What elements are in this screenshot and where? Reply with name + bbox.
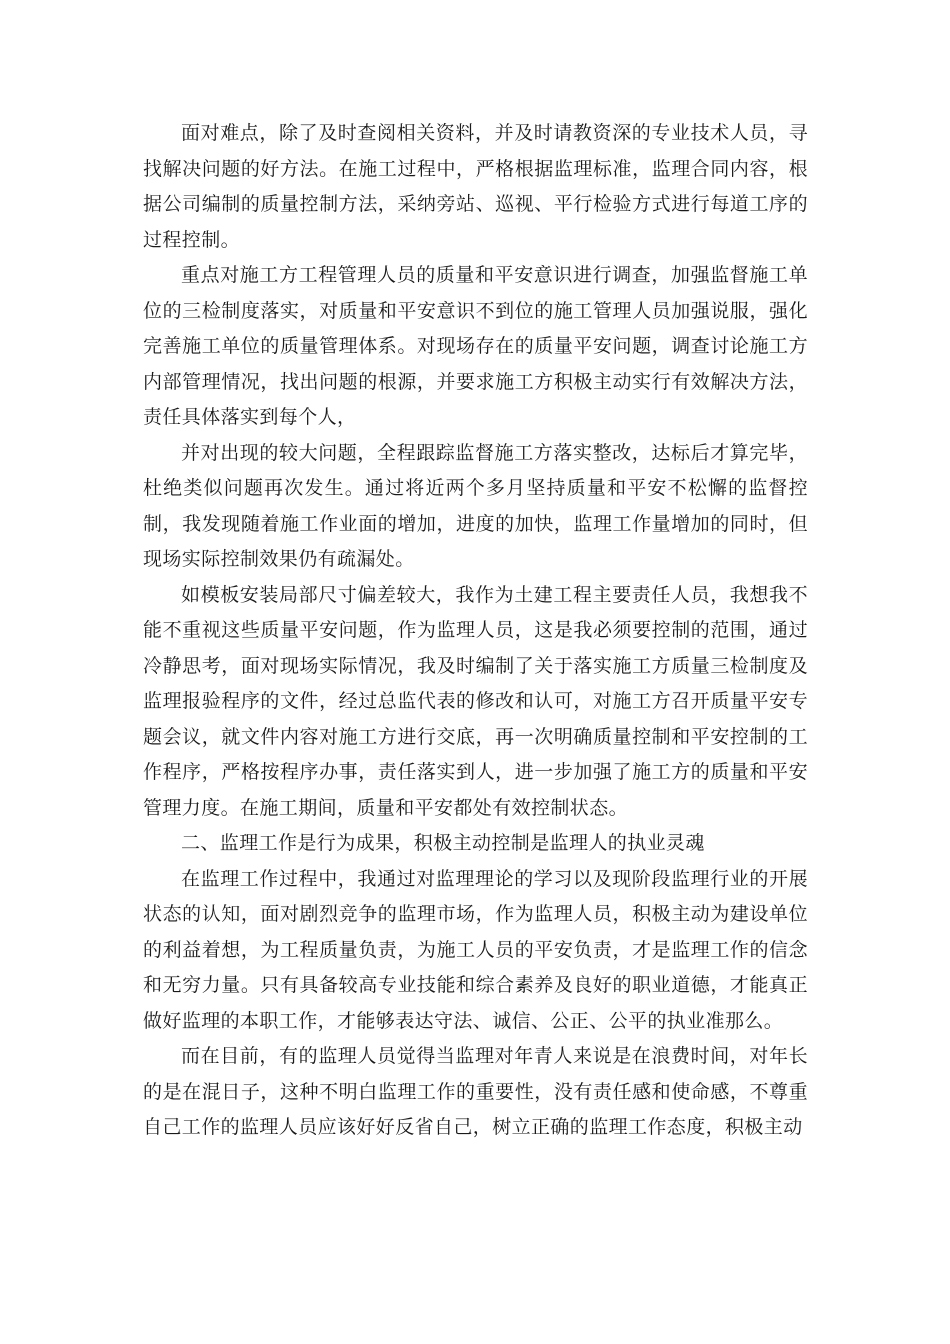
section-heading-2: 二、监理工作是行为成果，积极主动控制是监理人的执业灵魂 xyxy=(181,832,705,854)
paragraph-4: 如模板安装局部尺寸偏差较大，我作为土建工程主要责任人员，我想我不能不重视这些质量平安问题，作为监理人员，这是我必须要控制的范围，通过冷静思考，面对现场实际情况，我及时编制了关于落实施工方质量三检制度及监理报验程序的文件，经过总监代表的修改和认可，对施工方召开质量平安专题会议，就文件内容对施工方进行交底，再一次明确质量控制和平安控制的工作程序，严格按程序办事，责任落实到人，进一步加强了施工方的质量和平安管理力度。在施工期间，质量和平安都处有效控制状态。 xyxy=(143,583,808,819)
paragraph-6: 而在目前，有的监理人员觉得当监理对年青人来说是在浪费时间，对年长的是在混日子，这种不明白监理工作的重要性，没有责任感和使命感，不尊重自己工作的监理人员应该好好反省自己，树立正确的监理工作态度，积极主动 xyxy=(143,1045,808,1138)
document-body xyxy=(143,116,808,1146)
paragraph-5: 在监理工作过程中，我通过对监理理论的学习以及现阶段监理行业的开展状态的认知，面对剧烈竞争的监理市场，作为监理人员，积极主动为建设单位的利益着想，为工程质量负责，为施工人员的平安负责，才是监理工作的信念和无穷力量。只有具备较高专业技能和综合素养及良好的职业道德，才能真正做好监理的本职工作，才能够表达守法、诚信、公正、公平的执业准那么。 xyxy=(143,867,808,1032)
paragraph-1: 面对难点，除了及时查阅相关资料，并及时请教资深的专业技术人员，寻找解决问题的好方法。在施工过程中，严格根据监理标准，监理合同内容，根据公司编制的质量控制方法，采纳旁站、巡视、平行检验方式进行每道工序的过程控制。 xyxy=(143,122,808,251)
paragraph-2: 重点对施工方工程管理人员的质量和平安意识进行调查，加强监督施工单位的三检制度落实，对质量和平安意识不到位的施工管理人员加强说服，强化完善施工单位的质量管理体系。对现场存在的质量平安问题，调查讨论施工方内部管理情况，找出问题的根源，并要求施工方积极主动实行有效解决方法，责任具体落实到每个人， xyxy=(143,264,808,428)
paragraph-3: 并对出现的较大问题，全程跟踪监督施工方落实整改，达标后才算完毕，杜绝类似问题再次发生。通过将近两个多月坚持质量和平安不松懈的监督控制，我发现随着施工作业面的增加，进度的加快，监理工作量增加的同时，但现场实际控制效果仍有疏漏处。 xyxy=(143,441,808,570)
